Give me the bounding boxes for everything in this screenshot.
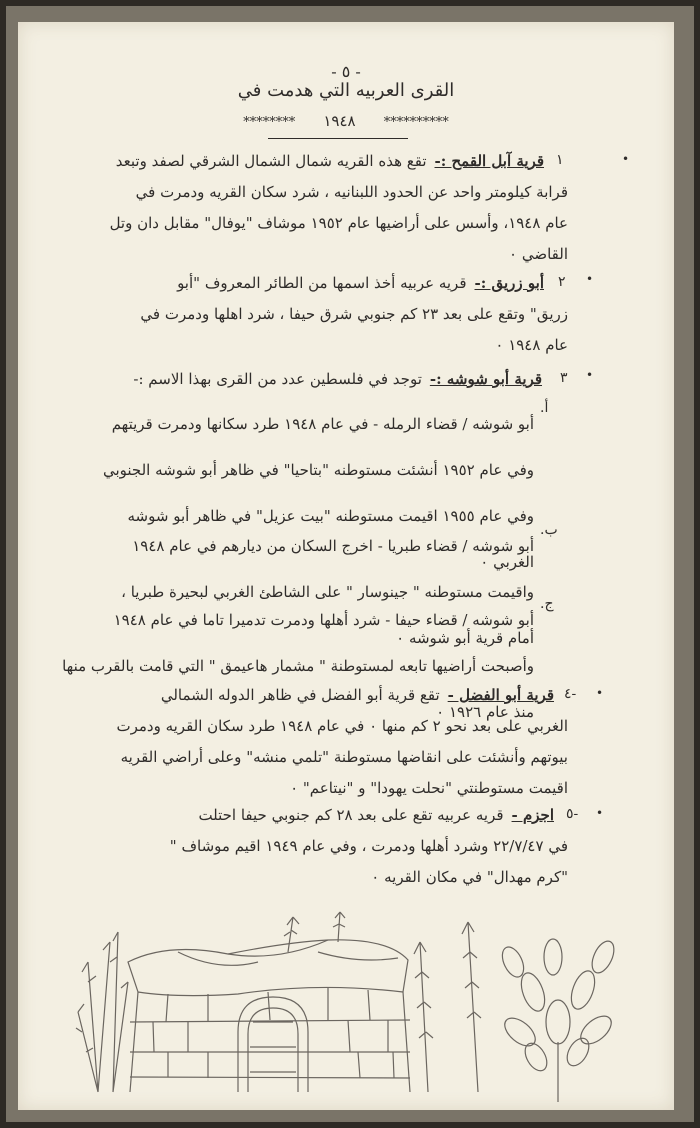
year: ١٩٤٨	[323, 112, 356, 130]
entry-line: وفي عام ١٩٥٢ أنشئت مستوطنه "بتاحيا" في ظاهر أبو شوشه الجنوبي	[102, 461, 534, 479]
entry-5	[44, 800, 554, 831]
bullet-mark: •	[586, 272, 594, 286]
entry-3	[44, 364, 542, 395]
stars-left: ********	[243, 115, 296, 130]
entry-4	[44, 680, 554, 711]
entry-5-body	[44, 831, 568, 893]
page-number: - ٥ -	[331, 62, 361, 81]
entry-line: الغربي على بعد نحو ٢ كم منها ٠ في عام ١٩٤٨ طرد سكان القريه ودمرت	[116, 717, 568, 735]
entry-line: بيوتهم وأنشئت على انقاضها مستوطنة "تلمي منشه" وعلى أراضي القريه	[120, 748, 568, 766]
bullet-mark: •	[586, 368, 594, 382]
entry-line: عام ١٩٤٨، وأسس على أراضيها عام ١٩٥٢ موشاف "يوفال" مقابل دان وتل	[109, 214, 568, 232]
entry-line: عام ١٩٤٨ ٠	[495, 336, 568, 354]
document-sheet	[18, 22, 674, 1110]
entry-line: "كرم مهدال" في مكان القريه ٠	[371, 868, 568, 886]
entry-line: قرية أبو الفضل -تقع قرية أبو الفضل في ظاهر الدوله الشمالي	[160, 686, 554, 704]
bullet-mark: •	[622, 152, 630, 166]
bullet-mark: •	[596, 806, 604, 820]
entry-line: قرية أبو شوشه :-توجد في فلسطين عدد من القرى بهذا الاسم :-	[133, 370, 542, 388]
entry-line: اجزم -قريه عربيه تقع على بعد ٢٨ كم جنوبي حيفا احتلت	[198, 806, 554, 824]
sub-label: أ.	[540, 400, 549, 416]
entry-4-body	[44, 711, 568, 804]
entry-line: اقيمت مستوطنتي "نحلت يهودا" و "نيتاعم" ٠	[290, 779, 568, 797]
entry-heading: قرية أبو الفضل -	[447, 686, 554, 704]
entry-heading: قرية أبو شوشه :-	[429, 370, 542, 388]
entry-number: ١	[556, 152, 564, 168]
entry-heading: اجزم -	[511, 806, 554, 824]
entry-1-body	[44, 177, 568, 270]
sub-label: ج.	[540, 596, 554, 612]
stars-right: **********	[383, 115, 449, 130]
entry-line: زريق" وتقع على بعد ٢٣ كم جنوبي شرق حيفا ، شرد اهلها ودمرت في	[140, 305, 568, 323]
entry-line: وفي عام ١٩٥٥ اقيمت مستوطنه "بيت عزيل" في ظاهر أبو شوشه	[127, 507, 534, 525]
entry-line: أبو زريق :-قريه عربيه أخذ اسمها من الطائر المعروف "أبو	[177, 274, 544, 292]
reed-illustration	[414, 922, 481, 1092]
entry-2	[44, 268, 544, 299]
bullet-mark: •	[596, 686, 604, 700]
entry-line: أمام قرية أبو شوشه ٠	[396, 629, 534, 647]
entry-line: قرية آبل القمح :-تقع هذه القريه شمال الشمال الشرقي لصفد وتبعد	[115, 152, 544, 170]
entry-1	[44, 146, 544, 177]
entry-line: أبو شوشه / قضاء الرمله - في عام ١٩٤٨ طرد سكانها ودمرت قريتهم	[111, 415, 534, 433]
year-line	[18, 112, 674, 130]
entry-heading: قرية آبل القمح :-	[434, 152, 544, 170]
entry-heading: أبو زريق :-	[474, 274, 544, 292]
entry-line: في ٢٢/٧/٤٧ وشرد أهلها ودمرت ، وفي عام ١٩٤٩ اقيم موشاف "	[169, 837, 568, 855]
entry-line: أبو شوشه / قضاء حيفا - شرد أهلها ودمرت تدميرا تاما في عام ١٩٤٨	[113, 611, 534, 629]
entry-line: أبو شوشه / قضاء طبريا - اخرج السكان من ديارهم في عام ١٩٤٨	[132, 537, 534, 555]
page-title: القرى العربيه التي هدمت في	[237, 80, 455, 101]
entry-line: القاضي ٠	[509, 245, 568, 263]
entry-number: ٣	[560, 370, 568, 386]
entry-line: منذ عام ١٩٢٦ ٠	[436, 703, 534, 721]
title-underline	[268, 138, 408, 139]
ruins-sketch-illustration	[58, 902, 638, 1102]
entry-line: وأصبحت أراضيها تابعه لمستوطنة " مشمار هاعيمق " التي قامت بالقرب منها	[62, 657, 534, 675]
entry-line: الغربي ٠	[480, 553, 534, 571]
entry-2-body	[44, 299, 568, 361]
entry-number: -٥	[566, 806, 579, 822]
entry-line: واقيمت مستوطنه " جينوسار " على الشاطئ الغربي لبحيرة طبريا ،	[121, 583, 534, 601]
sub-label: ب.	[540, 522, 558, 538]
grass-illustration	[76, 932, 128, 1092]
entry-line: قرابة كيلومتر واحد عن الحدود اللبنانيه ، شرد سكان القريه ودمرت في	[135, 183, 568, 201]
cactus-illustration	[498, 938, 618, 1102]
entry-number: -٤	[564, 686, 577, 702]
stone-well-illustration	[128, 940, 410, 1092]
entry-number: ٢	[558, 274, 566, 290]
